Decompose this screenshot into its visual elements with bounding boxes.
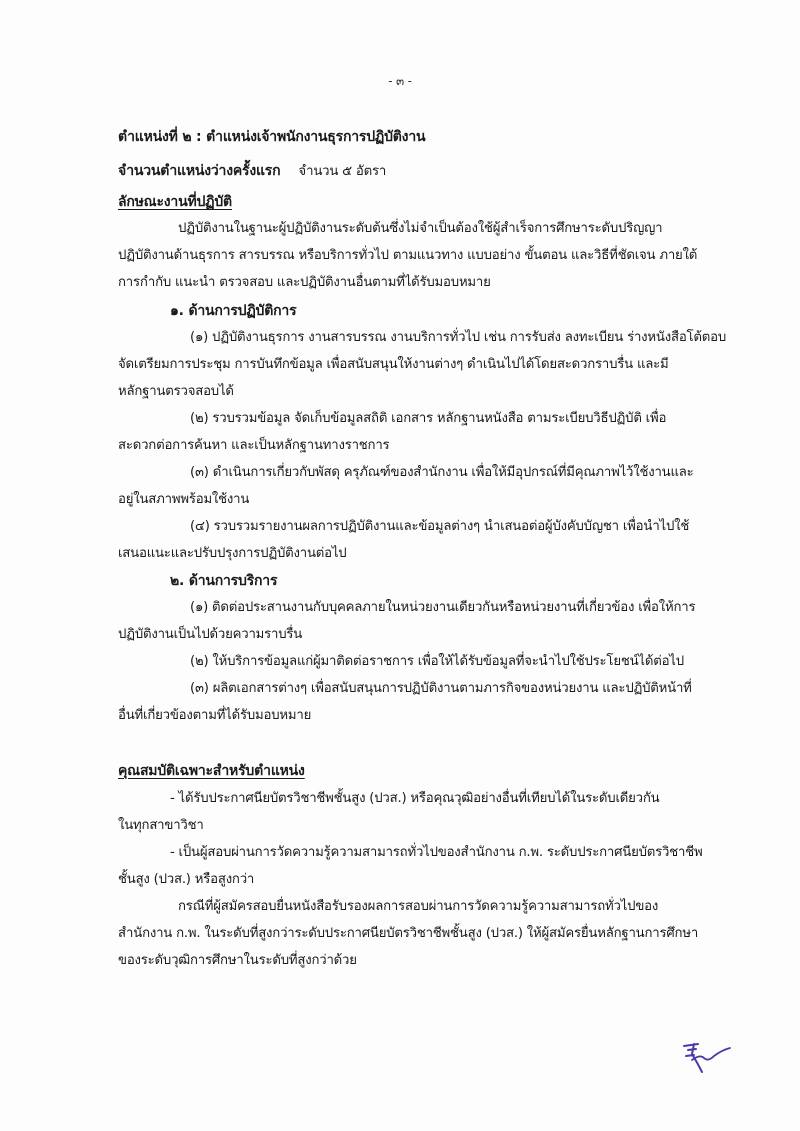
vacancy-line	[118, 162, 386, 181]
position-heading: ตำแหน่งที่ ๒ : ตำแหน่งเจ้าพนักงานธุรการปฏิบัติงาน	[118, 129, 426, 145]
qualification-bullet-line: - ได้รับประกาศนียบัตรวิชาชีพชั้นสูง (ปวส.) หรือคุณวุฒิอย่างอื่นที่เทียบได้ในระดับเดียวกัน	[170, 791, 660, 806]
duty-item-line: (๒) รวบรวมข้อมูล จัดเก็บข้อมูลสถิติ เอกสาร หลักฐานหนังสือ ตามระเบียบวิธีปฏิบัติ เพื่อ	[190, 411, 667, 426]
duty-item-line: เสนอแนะและปรับปรุงการปฏิบัติงานต่อไป	[118, 546, 347, 561]
duty-item-line: (๑) ติดต่อประสานงานกับบุคคลภายในหน่วยงานเดียวกันหรือหน่วยงานที่เกี่ยวข้อง เพื่อให้การ	[190, 600, 696, 615]
section-title-service: ๒. ด้านการบริการ	[170, 573, 278, 589]
qualification-note-line: กรณีที่ผู้สมัครสอบยื่นหนังสือรับรองผลการสอบผ่านการวัดความรู้ความสามารถทั่วไปของ	[178, 899, 659, 914]
qualification-bullet-line: ชั้นสูง (ปวส.) หรือสูงกว่า	[118, 872, 255, 887]
duty-item-line: อื่นที่เกี่ยวข้องตามที่ได้รับมอบหมาย	[118, 708, 312, 723]
duty-item-line: จัดเตรียมการประชุม การบันทึกข้อมูล เพื่อสนับสนุนให้งานต่างๆ ดำเนินไปได้โดยสะดวกราบรื่น และมี	[118, 357, 669, 372]
qualification-bullet-line: ในทุกสาขาวิชา	[118, 818, 204, 833]
vacancy-label: จำนวนตำแหน่งว่างครั้งแรก	[118, 163, 281, 179]
duty-item-line: สะดวกต่อการค้นหา และเป็นหลักฐานทางราชการ	[118, 438, 390, 453]
qualification-note-line: สำนักงาน ก.พ. ในระดับที่สูงกว่าระดับประกาศนียบัตรวิชาชีพชั้นสูง (ปวส.) ให้ผู้สมัครยื่นหลักฐานการศึกษา	[118, 926, 699, 941]
duty-item-line: หลักฐานตรวจสอบได้	[118, 384, 234, 399]
duty-item-line: (๓) ผลิตเอกสารต่างๆ เพื่อสนับสนุนการปฏิบัติงานตามภารกิจของหน่วยงาน และปฏิบัติหน้าที่	[190, 681, 692, 696]
page-number: - ๓ -	[388, 74, 412, 88]
qualification-note-line: ของระดับวุฒิการศึกษาในระดับที่สูงกว่าด้วย	[118, 953, 357, 968]
duty-item-line: (๒) ให้บริการข้อมูลแก่ผู้มาติดต่อราชการ เพื่อให้ได้รับข้อมูลที่จะนำไปใช้ประโยชน์ได้ต่อไป	[190, 654, 684, 669]
duty-item-line: อยู่ในสภาพพร้อมใช้งาน	[118, 492, 250, 507]
duty-item-line: (๓) ดำเนินการเกี่ยวกับพัสดุ ครุภัณฑ์ของสำนักงาน เพื่อให้มีอุปกรณ์ที่มีคุณภาพไว้ใช้งานและ	[190, 465, 694, 480]
signature-initials-icon	[680, 1040, 740, 1080]
vacancy-value: จำนวน ๕ อัตรา	[298, 164, 387, 179]
duties-intro-line: ปฏิบัติงานในฐานะผู้ปฏิบัติงานระดับต้นซึ่งไม่จำเป็นต้องใช้ผู้สำเร็จการศึกษาระดับปริญญา	[178, 221, 663, 236]
duty-item-line: (๔) รวบรวมรายงานผลการปฏิบัติงานและข้อมูลต่างๆ นำเสนอต่อผู้บังคับบัญชา เพื่อนำไปใช้	[190, 519, 690, 534]
duty-item-line: ปฏิบัติงานเป็นไปด้วยความราบรื่น	[118, 627, 303, 642]
duties-heading: ลักษณะงานที่ปฏิบัติ	[118, 194, 232, 210]
qualification-bullet-line: - เป็นผู้สอบผ่านการวัดความรู้ความสามารถทั่วไปของสำนักงาน ก.พ. ระดับประกาศนียบัตรวิชาชีพ	[170, 845, 703, 860]
duty-item-line: (๑) ปฏิบัติงานธุรการ งานสารบรรณ งานบริการทั่วไป เช่น การรับส่ง ลงทะเบียน ร่างหนังสือโต้ตอบ	[190, 330, 727, 345]
qualifications-heading: คุณสมบัติเฉพาะสำหรับตำแหน่ง	[118, 763, 305, 779]
section-title-operations: ๑. ด้านการปฏิบัติการ	[170, 303, 297, 319]
duties-intro-line: การกำกับ แนะนำ ตรวจสอบ และปฏิบัติงานอื่นตามที่ได้รับมอบหมาย	[118, 275, 491, 290]
duties-intro-line: ปฏิบัติงานด้านธุรการ สารบรรณ หรือบริการทั่วไป ตามแนวทาง แบบอย่าง ขั้นตอน และวิธีที่ชัดเจน ภายใต้	[118, 248, 698, 263]
